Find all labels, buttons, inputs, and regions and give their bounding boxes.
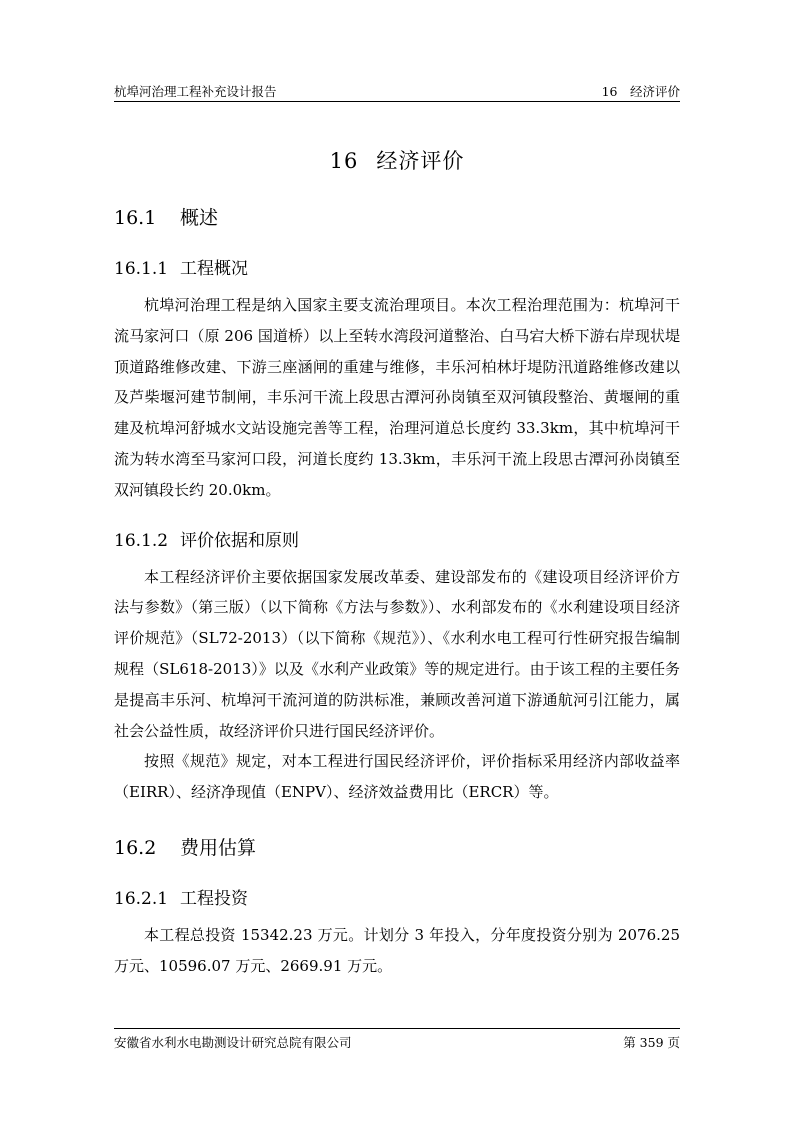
section-number: 16.1.1 <box>114 259 169 279</box>
section-number: 16.2.1 <box>114 888 169 909</box>
section-heading-16-1-1 <box>114 254 680 284</box>
footer-divider <box>114 1028 680 1029</box>
section-title: 评价依据和原则 <box>180 530 299 551</box>
paragraph-evaluation-basis: 本工程经济评价主要依据国家发展改革委、建设部发布的《建设项目经济评价方法与参数》（第三版）（以下简称《方法与参数》）、水利部发布的《水利建设项目经济评价规范》（SL72-2013）（以下简称《规范》）、《水利水电工程可行性研究报告编制规程（SL618-2013）》以及《水利产业政策》等的规定进行。由于该工程的主要任务是提高丰乐河、杭埠河干流河道的防洪标准，兼顾改善河道下游通航河引江能力，属社会公益性质，故经济评价只进行国民经济评价。 <box>114 567 680 740</box>
header-divider <box>114 101 680 102</box>
chapter-title-text: 经济评价 <box>376 149 465 173</box>
paragraph-project-investment: 本工程总投资 15342.23 万元。计划分 3 年投入，分年度投资分别为 2076.25 万元、10596.07 万元、2669.91 万元。 <box>114 925 680 975</box>
section-title: 工程投资 <box>180 888 248 909</box>
header-chapter-label: 16 经济评价 <box>601 84 680 99</box>
section-title: 费用估算 <box>180 836 257 859</box>
section-heading-16-1 <box>114 202 680 234</box>
header-report-title: 杭埠河治理工程补充设计报告 <box>114 84 277 99</box>
section-heading-16-2-1 <box>114 884 680 914</box>
section-heading-16-1-2 <box>114 526 680 556</box>
page-body <box>114 138 680 982</box>
page-footer <box>114 1033 680 1053</box>
section-number: 16.1.2 <box>114 530 169 551</box>
section-title: 概述 <box>180 207 219 229</box>
section-title: 工程概况 <box>180 259 248 279</box>
page-header <box>114 80 680 102</box>
section-number: 16.1 <box>114 207 157 229</box>
footer-organization: 安徽省水利水电勘测设计研究总院有限公司 <box>114 1035 352 1050</box>
section-heading-16-2 <box>114 832 680 864</box>
footer-page-number: 第 359 页 <box>623 1035 680 1050</box>
paragraph-evaluation-indicators: 按照《规范》规定，对本工程进行国民经济评价，评价指标采用经济内部收益率（EIRR）、经济净现值（ENPV）、经济效益费用比（ERCR）等。 <box>114 752 680 802</box>
paragraph-project-overview: 杭埠河治理工程是纳入国家主要支流治理项目。本次工程治理范围为：杭埠河干流马家河口（原 206 国道桥）以上至转水湾段河道整治、白马宕大桥下游右岸现状堤顶道路维修改建、下游三座涵闸的重建与维修，丰乐河柏林圩堤防汛道路维修改建以及芦柴堰河建节制闸，丰乐河干流上段思古潭河孙岗镇至双河镇段整治、黄堰闸的重建及杭埠河舒城水文站设施完善等工程，治理河道总长度约 33.3km，其中杭埠河干流为转水湾至马家河口段，河道长度约 13.3km，丰乐河干流上段思古潭河孙岗镇至双河镇段长约 20.0km。 <box>114 296 680 499</box>
section-number: 16.2 <box>114 836 157 859</box>
chapter-number: 16 <box>329 149 359 173</box>
chapter-title <box>114 144 680 178</box>
